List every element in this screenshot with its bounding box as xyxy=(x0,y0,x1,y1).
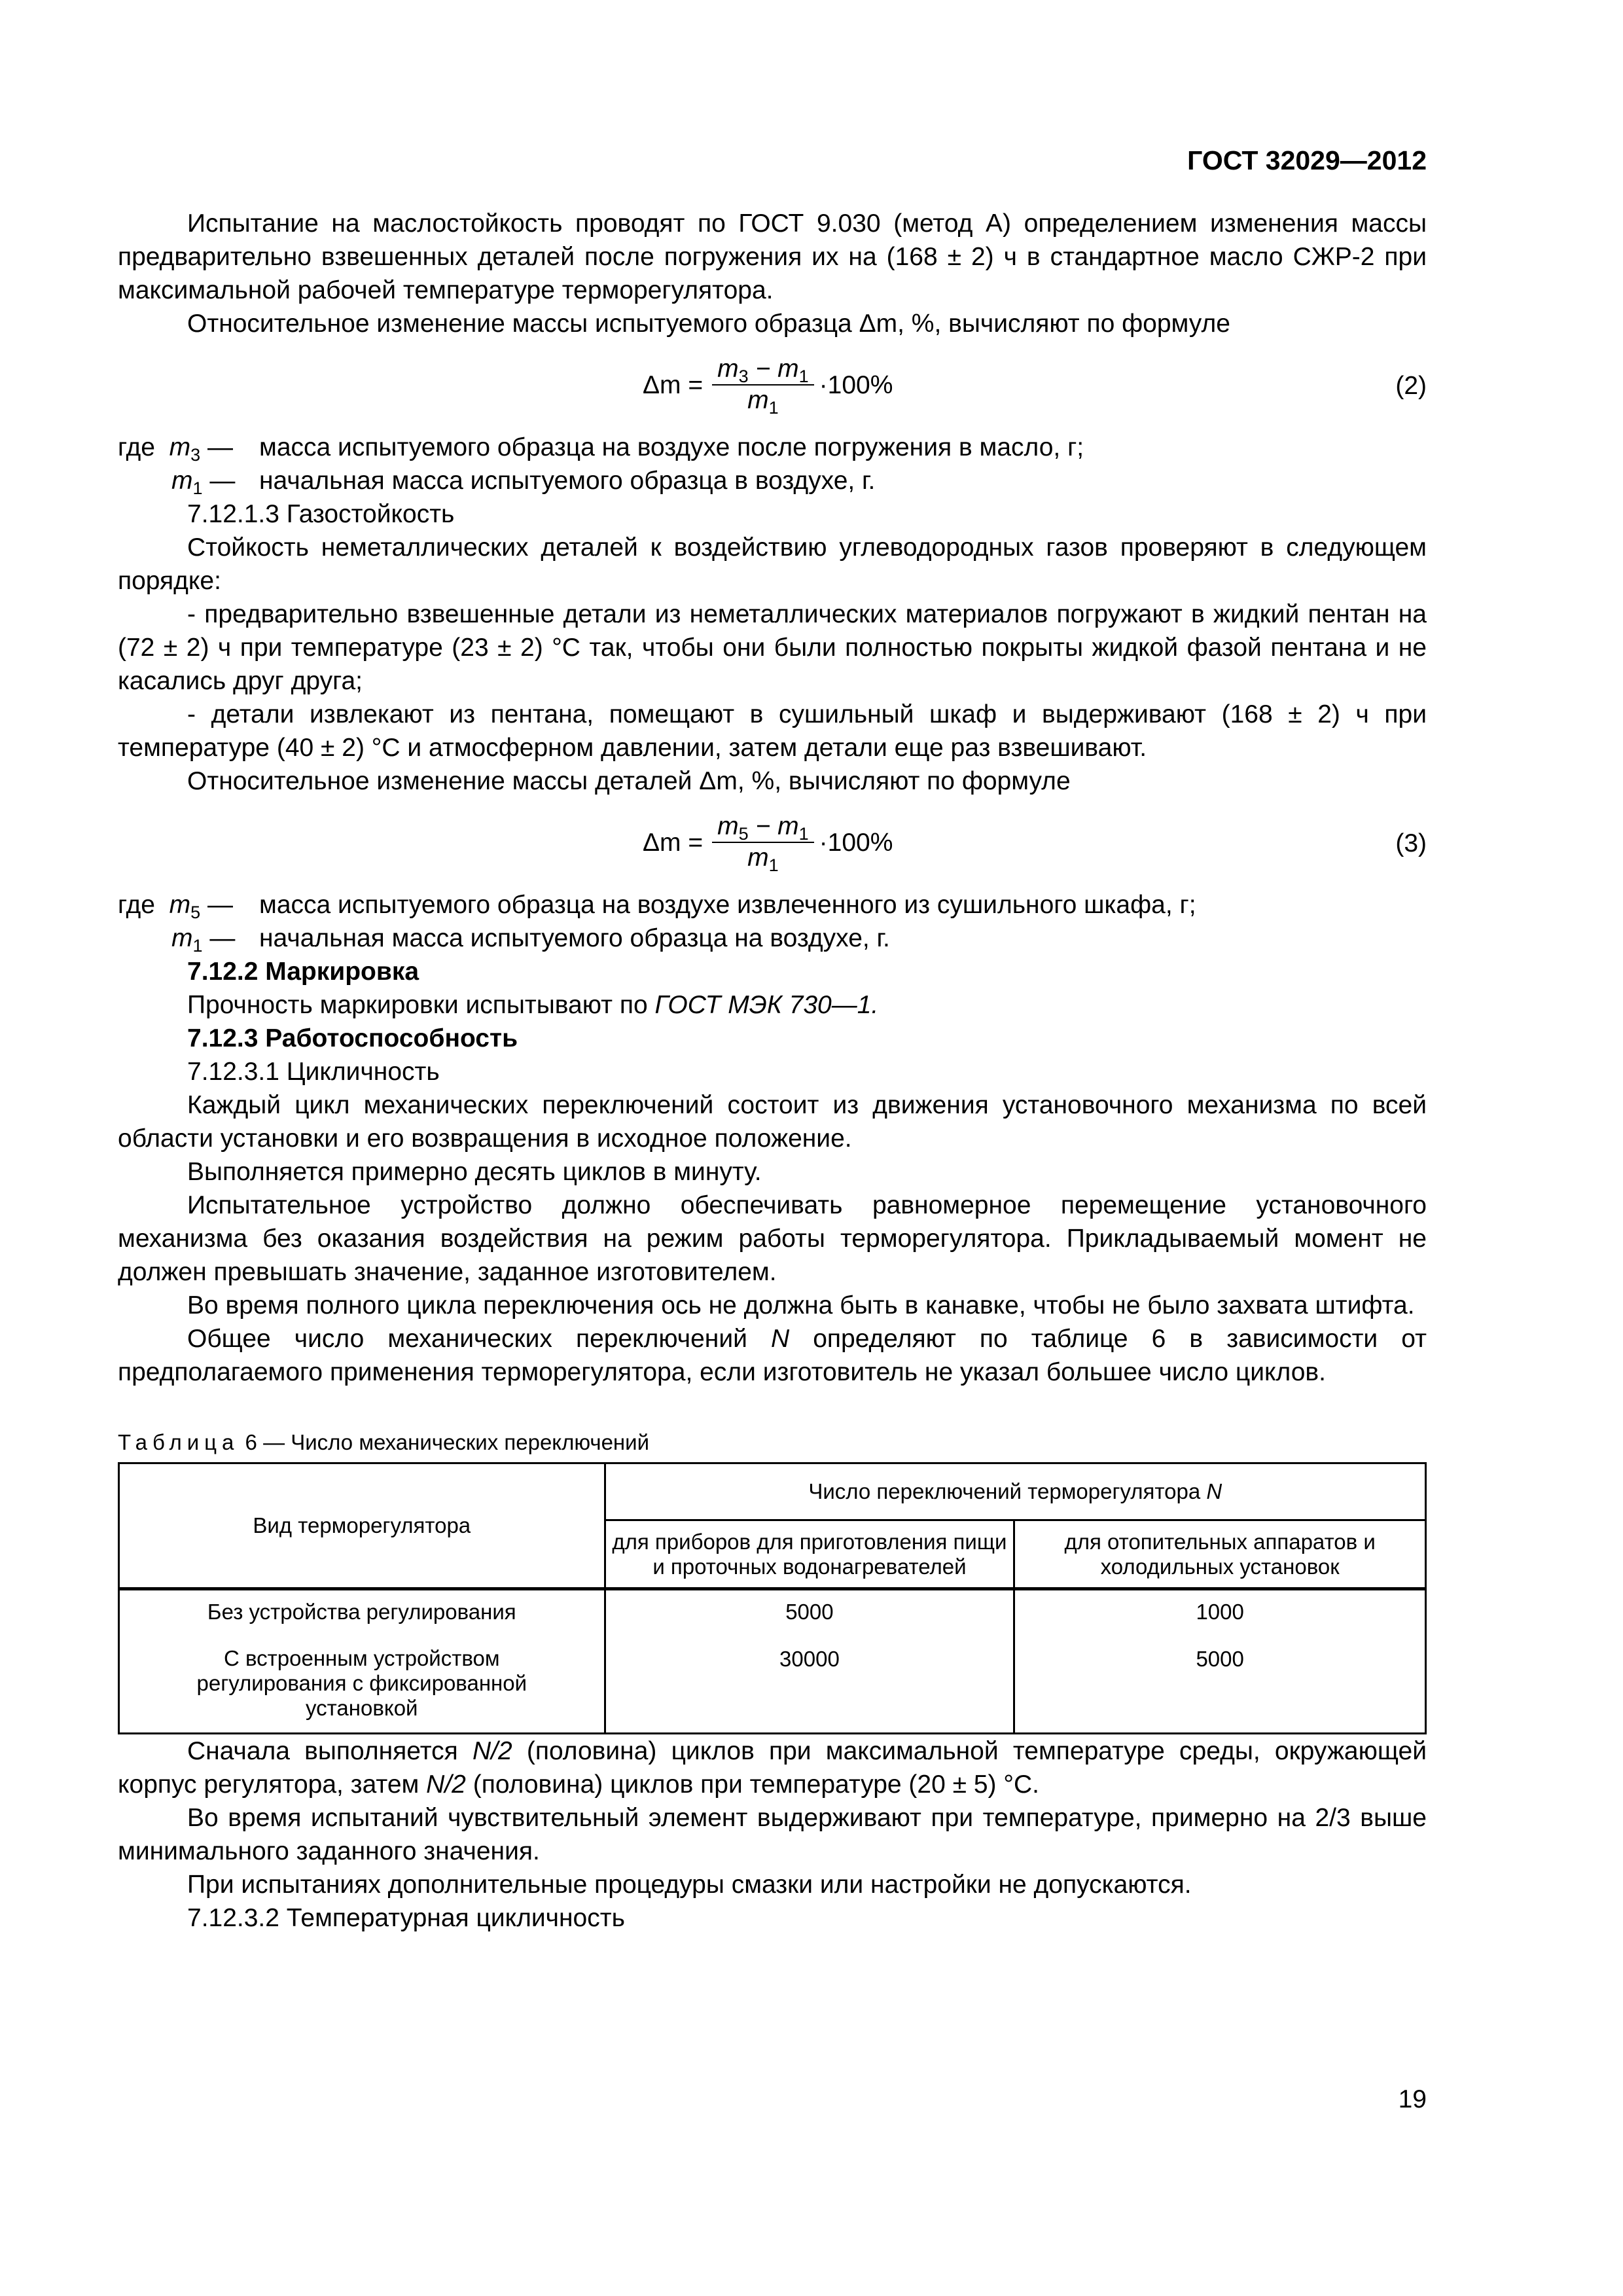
formula-3 xyxy=(118,810,1427,875)
marking-paragraph: Прочность маркировки испытывают по ГОСТ МЭК 730—1. xyxy=(187,991,879,1019)
table-header-group: Число переключений терморегулятора N xyxy=(605,1463,1425,1520)
gas-step-1: - предварительно взвешенные детали из неметаллических материалов погружают в жидкий пентан на (72 ± 2) ч при температуре (23 ± 2) °С так, чтобы они были полностью покрыты жидкой фазой пентана и не касались друг друга; xyxy=(118,600,1427,695)
where-item: $m_1$ — начальная масса испытуемого образца в воздухе, г. xyxy=(171,467,876,498)
formula-lhs: Δm = xyxy=(643,828,704,857)
table-caption: Таблица 6 — Число механических переключений xyxy=(118,1430,650,1454)
section-heading: 7.12.2 Маркировка xyxy=(187,958,419,986)
procedure-paragraph: Сначала выполняется N/2 (половина) циклов при максимальной температуре среды, окружающей корпус регулятора, затем N/2 (половина) циклов при температуре (20 ± 5) °С. xyxy=(118,1737,1427,1799)
page-body xyxy=(118,207,1427,1935)
section-heading: 7.12.1.3 Газостойкость xyxy=(187,500,455,528)
section-heading: 7.12.3.1 Цикличность xyxy=(187,1058,440,1086)
cycle-paragraph: Во время полного цикла переключения ось не должна быть в канавке, чтобы не было захвата штифта. xyxy=(187,1291,1415,1319)
procedure-paragraph: При испытаниях дополнительные процедуры смазки или настройки не допускаются. xyxy=(187,1871,1192,1899)
gas-step-2: - детали извлекают из пентана, помещают в сушильный шкаф и выдерживают (168 ± 2) ч при температуре (40 ± 2) °С и атмосферном давлении, затем детали еще раз взвешивают. xyxy=(118,700,1427,762)
table-subheader: для отопительных аппаратов и холодильных установок xyxy=(1014,1520,1426,1589)
cycle-paragraph: Каждый цикл механических переключений состоит из движения установочного механизма по всей области установки и его возвращения в исходное положение. xyxy=(118,1091,1427,1153)
cycle-paragraph: Общее число механических переключений N определяют по таблице 6 в зависимости от предполагаемого применения терморегулятора, если изготовитель не указал большее число циклов. xyxy=(118,1325,1427,1386)
cycle-paragraph: Испытательное устройство должно обеспечивать равномерное перемещение установочного механизма без оказания воздействия на режим работы терморегулятора. Прикладываемый момент не должен превышать значение, заданное изготовителем. xyxy=(118,1191,1427,1286)
table-row: С встроенным устройством регулирования с фиксированной установкой 30000 5000 xyxy=(119,1646,1426,1734)
formula-intro-2: Относительное изменение массы деталей Δm, %, вычисляют по формуле xyxy=(187,767,1071,795)
procedure-paragraph: Во время испытаний чувствительный элемент выдерживают при температуре, примерно на 2/3 выше минимального заданного значения. xyxy=(118,1804,1427,1865)
formula-lhs: Δm = xyxy=(643,370,704,399)
formula-fraction: $\frac{m_3 - m_1}{m_1}$ xyxy=(712,354,814,416)
page-number: 19 xyxy=(1398,2085,1427,2113)
section-heading: 7.12.3.2 Температурная цикличность xyxy=(187,1904,625,1932)
where-item: где $m_5$ — масса испытуемого образца на воздухе извлеченного из сушильного шкафа, г; xyxy=(118,891,1196,922)
formula-intro-1: Относительное изменение массы испытуемого образца Δm, %, вычисляют по формуле xyxy=(187,310,1230,338)
formula-number: (3) xyxy=(1395,829,1427,857)
formula-2 xyxy=(118,352,1427,418)
section-heading: 7.12.3 Работоспособность xyxy=(187,1024,518,1052)
formula-number: (2) xyxy=(1395,372,1427,400)
standard-reference: ГОСТ МЭК 730—1. xyxy=(654,991,879,1019)
formula-tail: ·100% xyxy=(819,370,893,399)
formula-fraction: $\frac{m_5 - m_1}{m_1}$ xyxy=(712,812,814,873)
cycle-paragraph: Выполняется примерно десять циклов в минуту. xyxy=(187,1158,762,1186)
oil-test-paragraph: Испытание на маслостойкость проводят по ГОСТ 9.030 (метод А) определением изменения массы предварительно взвешенных деталей после погружения их на (168 ± 2) ч в стандартное масло СЖР-2 при максимальной рабочей температуре терморегулятора. xyxy=(118,209,1427,304)
table-header-type: Вид терморегулятора xyxy=(119,1463,605,1589)
gas-test-paragraph: Стойкость неметаллических деталей к воздействию углеводородных газов проверяют в следующем порядке: xyxy=(118,533,1427,595)
document-header: ГОСТ 32029—2012 xyxy=(1187,145,1427,175)
where-item: $m_1$ — начальная масса испытуемого образца на воздухе, г. xyxy=(171,924,890,956)
switching-table xyxy=(118,1462,1427,1734)
table-row: Без устройства регулирования 5000 1000 xyxy=(119,1589,1426,1647)
where-item: где $m_3$ — масса испытуемого образца на воздухе после погружения в масло, г; xyxy=(118,433,1084,465)
formula-tail: ·100% xyxy=(819,828,893,857)
table-subheader: для приборов для приготовления пищи и проточных водонагревателей xyxy=(605,1520,1014,1589)
